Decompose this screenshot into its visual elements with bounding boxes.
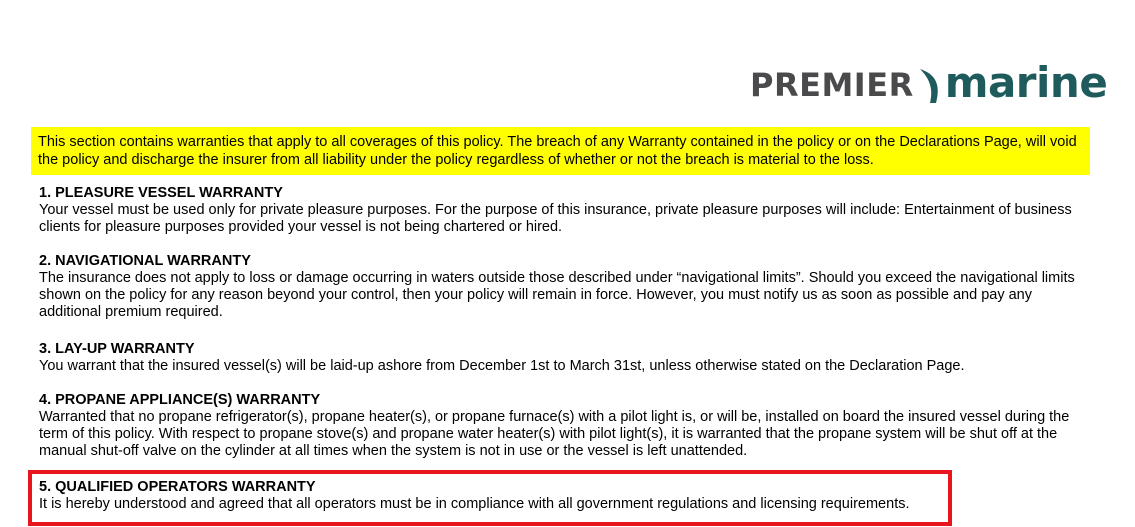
section-body: Warranted that no propane refrigerator(s), propane heater(s), or propane furnace(s) with a pilot light is, or will be, installed on board the insured vessel during the term of this policy. With respect to propane stove(s) and propane water heater(s) with pilot light(s), it is warranted that the propane system will be shut off at the manual shut-off valve on the cylinder at all times when the system is not in use or the vessel is left unattended. (39, 409, 1070, 459)
section-body: Your vessel must be used only for private pleasure purposes. For the purpose of this insurance, private pleasure purposes will include: Entertainment of business clients for pleasure purposes provided your vessel is not being chartered or hired. (39, 202, 1072, 235)
section-heading: 3. LAY-UP WARRANTY (39, 341, 195, 357)
section-heading: 5. QUALIFIED OPERATORS WARRANTY (39, 479, 316, 495)
section-body: It is hereby understood and agreed that all operators must be in compliance with all government regulations and licensing requirements. (39, 496, 910, 512)
premier-marine-logo (750, 60, 1107, 110)
logo-word-premier: PREMIER (750, 66, 914, 104)
section-heading: 1. PLEASURE VESSEL WARRANTY (39, 185, 283, 201)
warranty-section-lay-up (39, 341, 1089, 375)
section-heading: 2. NAVIGATIONAL WARRANTY (39, 253, 251, 269)
warranty-section-propane (39, 392, 1089, 460)
section-body: The insurance does not apply to loss or damage occurring in waters outside those described under “navigational limits”. Should you exceed the navigational limits shown on the policy for any reason beyond your control, then your policy will remain in force. However, you must notify us as soon as possible and pay any additional premium required. (39, 270, 1075, 320)
warranty-section-qualified-operators (39, 479, 1089, 513)
section-heading: 4. PROPANE APPLIANCE(S) WARRANTY (39, 392, 321, 408)
warranty-section-navigational (39, 253, 1089, 321)
swoosh-icon (918, 65, 944, 105)
warranty-section-pleasure-vessel (39, 185, 1089, 236)
warranty-intro-highlight: This section contains warranties that apply to all coverages of this policy. The breach of any Warranty contained in the policy or on the Declarations Page, will void the policy and discharge the insurer from all liability under the policy regardless of whether or not the breach is material to the loss. (31, 127, 1090, 175)
logo-word-marine: marine (944, 58, 1108, 107)
section-body: You warrant that the insured vessel(s) will be laid-up ashore from December 1st to March 31st, unless otherwise stated on the Declaration Page. (39, 358, 965, 374)
